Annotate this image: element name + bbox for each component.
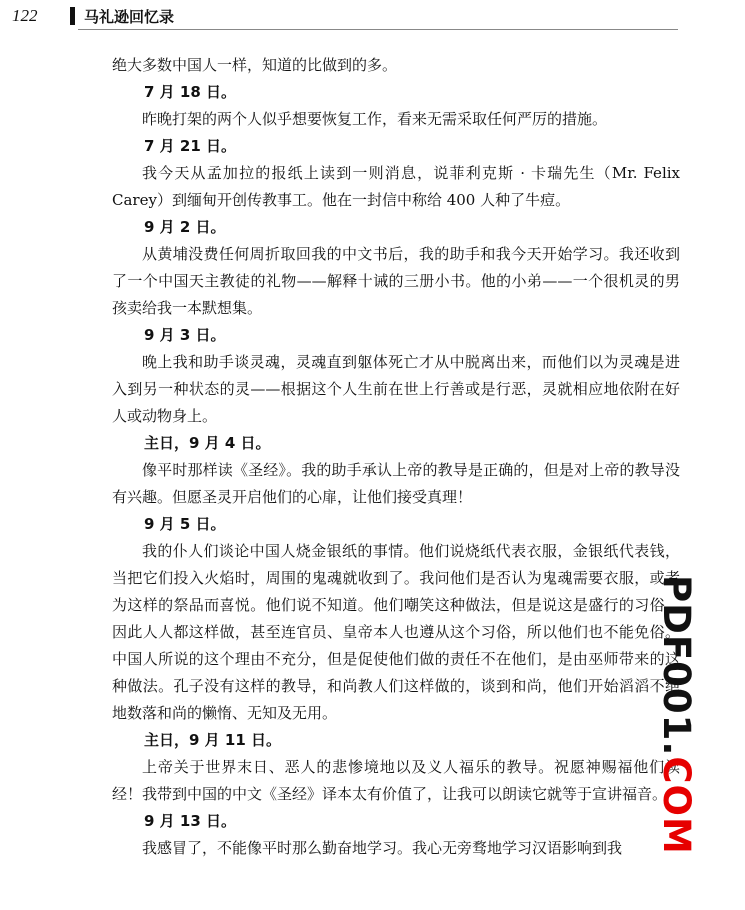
page-header bbox=[0, 0, 745, 32]
entry-date: 9 月 13 日。 bbox=[144, 812, 236, 830]
page-number: 122 bbox=[12, 6, 38, 25]
entry-paragraph: 晚上我和助手谈灵魂，灵魂直到躯体死亡才从中脱离出来，而他们以为灵魂是进入到另一种状态的灵——根据这个人生前在世上行善或是行恶，灵就相应地依附在好人或动物身上。 bbox=[112, 353, 680, 425]
watermark bbox=[655, 575, 698, 855]
header-rule bbox=[78, 29, 678, 30]
entry-paragraph: 我感冒了，不能像平时那么勤奋地学习。我心无旁骛地学习汉语影响到我 bbox=[142, 839, 623, 857]
entry-date: 9 月 2 日。 bbox=[144, 218, 226, 236]
entry-date: 9 月 3 日。 bbox=[144, 326, 226, 344]
entry-paragraph: 像平时那样读《圣经》。我的助手承认上帝的教导是正确的，但是对上帝的教导没有兴趣。但愿圣灵开启他们的心扉，让他们接受真理！ bbox=[112, 461, 680, 506]
entry-paragraph: 上帝关于世界末日、恶人的悲惨境地以及义人福乐的教导。祝愿神赐福他们读经！我带到中国的中文《圣经》译本太有价值了，让我可以朗读它就等于宣讲福音。 bbox=[112, 758, 680, 803]
entry-date: 7 月 21 日。 bbox=[144, 137, 236, 155]
watermark-part1: PDF001. bbox=[655, 575, 698, 757]
entry-date: 主日，9 月 11 日。 bbox=[144, 731, 281, 749]
entry-paragraph: 从黄埔没费任何周折取回我的中文书后，我的助手和我今天开始学习。我还收到了一个中国天主教徒的礼物——解释十诫的三册小书。他的小弟——一个很机灵的男孩卖给我一本默想集。 bbox=[112, 245, 680, 317]
entry-paragraph: 我今天从孟加拉的报纸上读到一则消息，说菲利克斯 · 卡瑞先生（Mr. Felix Carey）到缅甸开创传教事工。他在一封信中称给 400 人种了牛痘。 bbox=[112, 164, 680, 209]
watermark-part2: COM bbox=[655, 756, 698, 855]
entry-paragraph: 昨晚打架的两个人似乎想要恢复工作，看来无需采取任何严厉的措施。 bbox=[142, 110, 608, 128]
diary-entries bbox=[112, 79, 680, 862]
page-body bbox=[112, 52, 680, 862]
intro-paragraph: 绝大多数中国人一样，知道的比做到的多。 bbox=[112, 56, 398, 74]
book-title: 马礼逊回忆录 bbox=[84, 8, 175, 26]
header-bar-mark bbox=[70, 7, 75, 25]
entry-date: 7 月 18 日。 bbox=[144, 83, 236, 101]
entry-date: 9 月 5 日。 bbox=[144, 515, 226, 533]
entry-paragraph: 我的仆人们谈论中国人烧金银纸的事情。他们说烧纸代表衣服，金银纸代表钱，当把它们投入火焰时，周围的鬼魂就收到了。我问他们是否认为鬼魂需要衣服，或者为这样的祭品而喜悦。他们说不知道。他们嘲笑这种做法，但是说这是盛行的习俗，因此人人都这样做，甚至连官员、皇帝本人也遵从这个习俗，所以他们也不能免俗。中国人所说的这个理由不充分，但是促使他们做的责任不在他们，是由巫师带来的这种做法。孔子没有这样的教导，和尚教人们这样做的，谈到和尚，他们开始滔滔不绝地数落和尚的懒惰、无知及无用。 bbox=[112, 542, 680, 722]
entry-date: 主日，9 月 4 日。 bbox=[144, 434, 271, 452]
